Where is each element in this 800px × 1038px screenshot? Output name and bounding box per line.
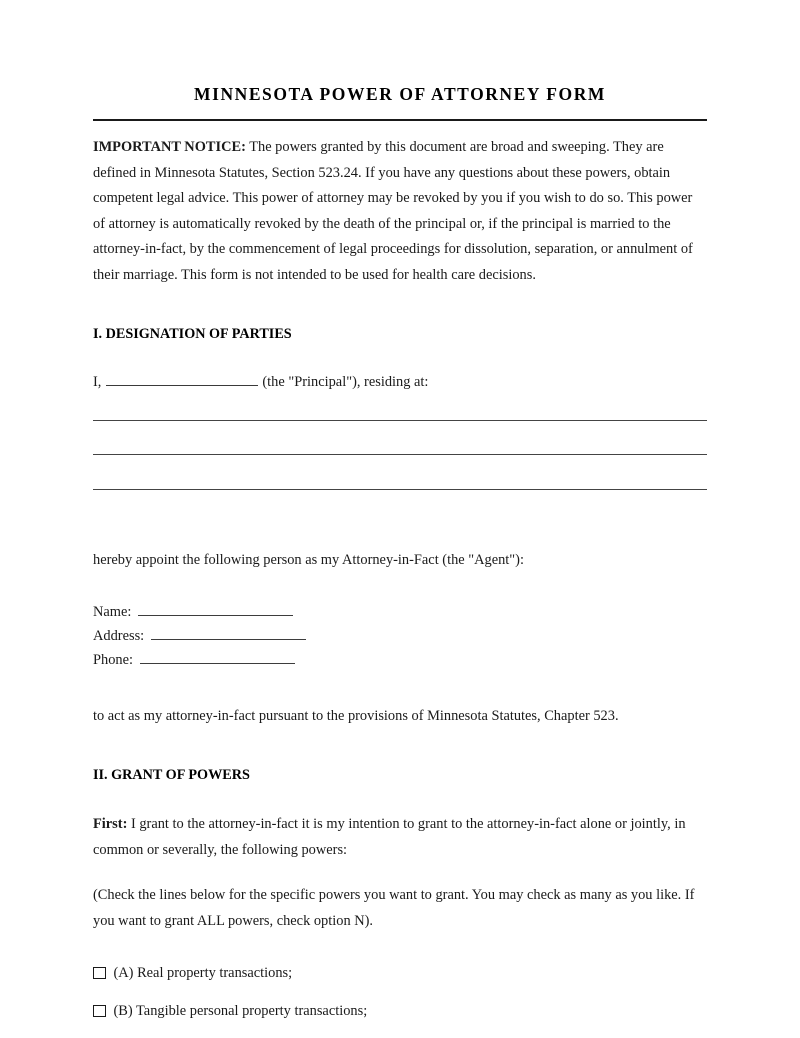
principal-prefix-label: I, [93,374,102,390]
spacer [93,490,707,548]
check-instructions-paragraph: (Check the lines below for the specific powers you want to grant. You may check as many as you like. If you want to grant ALL powers, check option N). [93,887,695,929]
power-option-a-label: (A) Real property transactions; [113,965,293,981]
section-heading-grant-of-powers: II. GRANT OF POWERS [93,767,250,783]
agent-name-label: Name: [93,603,132,620]
principal-name-row [93,370,707,394]
authority-paragraph: to act as my attorney-in-fact pursuant to the provisions of Minnesota Statutes, Chapter 523. [93,707,619,724]
title-divider [93,119,707,121]
spacer [93,288,707,324]
spacer [93,863,707,883]
agent-phone-label: Phone: [93,651,133,668]
power-option-b[interactable] [93,1000,707,1022]
agent-name-input-blank[interactable] [138,604,293,616]
checkbox-icon[interactable] [93,967,106,980]
grant-first-text: I grant to the attorney-in-fact it is my intention to grant to the attorney-in-fact alone or jointly, in common or severally, the following powers: [93,816,686,858]
checkbox-icon[interactable] [93,1005,106,1018]
grant-first-paragraph [93,812,707,863]
spacer [93,672,707,704]
important-notice-label: IMPORTANT NOTICE: [93,139,246,155]
important-notice-paragraph [93,135,707,288]
spacer [93,785,707,812]
spacer [93,729,707,765]
spacer [93,344,707,370]
principal-suffix-label: (the "Principal"), residing at: [262,374,429,390]
grant-first-label: First: [93,816,128,832]
section-heading-designation-of-parties: I. DESIGNATION OF PARTIES [93,326,292,342]
document-content [93,0,707,1038]
spacer [93,455,707,489]
agent-phone-row [93,648,707,672]
appoint-agent-paragraph: hereby appoint the following person as my Attorney-in-Fact (the "Agent"): [93,552,524,568]
spacer [93,421,707,454]
principal-name-blank[interactable] [106,374,258,386]
spacer [93,934,707,962]
agent-address-label: Address: [93,627,145,644]
power-option-a[interactable] [93,962,707,984]
important-notice-text: The powers granted by this document are broad and sweeping. They are defined in Minnesota Statutes, Section 523.24. If you have any questions about these powers, obtain competent legal advice. This power of attorney may be revoked by you if you wish to do so. This power of attorney is automatically revoked by the death of the principal or, if the principal is married to the attorney-in-fact, by the commencement of legal proceedings for dissolution, separation, or annulment of their marriage. This form is not intended to be used for health care decisions. [93,139,693,283]
spacer [93,574,707,600]
power-option-b-label: (B) Tangible personal property transactions; [113,1003,368,1019]
agent-address-input-blank[interactable] [151,628,306,640]
agent-phone-input-blank[interactable] [140,652,295,664]
agent-name-row [93,600,707,624]
spacer [93,394,707,420]
agent-address-row [93,624,707,648]
page-title: MINNESOTA POWER OF ATTORNEY FORM [194,84,606,104]
